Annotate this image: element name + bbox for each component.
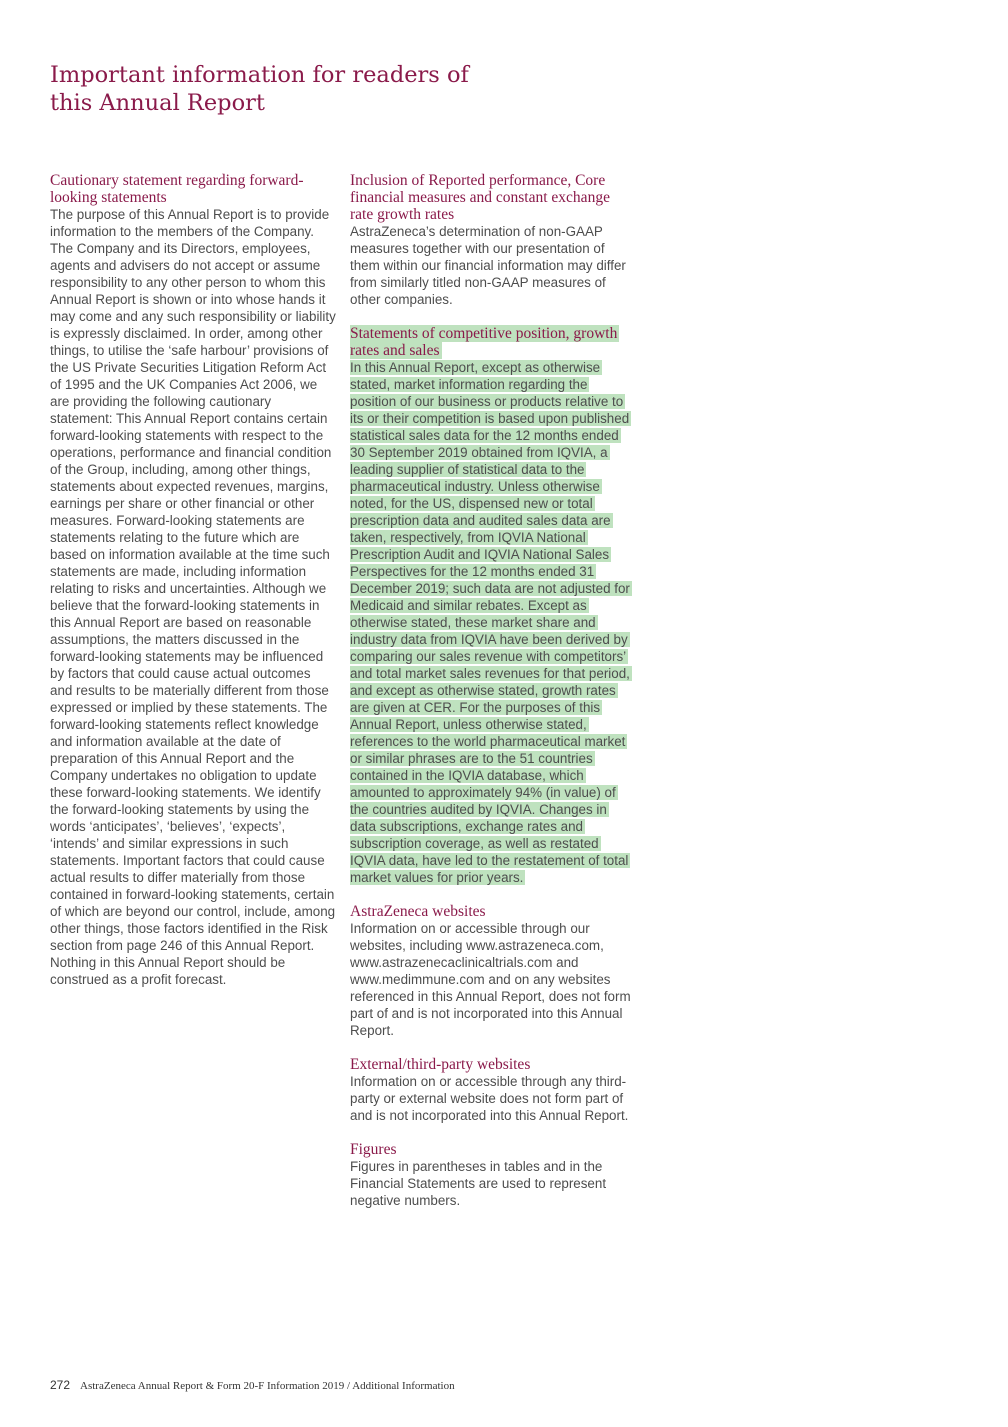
section-body: Information on or accessible through our websites, including www.astrazeneca.com, www.astrazenecaclinicaltrials.com and www.medimmune.com and on any websites referenced in this Annual Report, does not form part of and is not incorporated into this Annual Report. — [350, 921, 631, 1038]
footer-text: AstraZeneca Annual Report & Form 20-F Information 2019 / Additional Information — [80, 1380, 455, 1392]
section-heading: Figures — [350, 1141, 397, 1158]
section-heading: AstraZeneca websites — [350, 903, 486, 920]
section-body: AstraZeneca’s determination of non-GAAP measures together with our presentation of them within our financial information may differ from similarly titled non-GAAP measures of other companies. — [350, 224, 626, 307]
section-reported-performance — [350, 172, 636, 308]
page-title: Important information for readers of this Annual Report — [50, 62, 469, 116]
page-number: 272 — [50, 1378, 71, 1392]
highlighted-body-text: In this Annual Report, except as otherwise stated, market information regarding the position of our business or products relative to its or their competition is based upon published statistical sales data for the 12 months ended 30 September 2019 obtained from IQVIA, a leading supplier of statistical data to the pharmaceutical industry. Unless otherwise noted, for the US, dispensed new or total prescription data and audited sales data are taken, respectively, from IQVIA National Prescription Audit and IQVIA National Sales Perspectives for the 12 months ended 31 December 2019; such data are not adjusted for Medicaid and similar rebates. Except as otherwise stated, these market share and industry data from IQVIA have been derived by comparing our sales revenue with competitors’ and total market sales revenues for that period, and except as otherwise stated, growth rates are given at CER. For the purposes of this Annual Report, unless otherwise stated, references to the world pharmaceutical market or similar phrases are to the 51 countries contained in the IQVIA database, which amounted to approximately 94% (in value) of the countries audited by IQVIA. Changes in data subscriptions, exchange rates and subscription coverage, as well as restated IQVIA data, have led to the restatement of total market values for prior years. — [350, 360, 630, 885]
section-external-websites — [350, 1056, 636, 1124]
section-body: Information on or accessible through any third-party or external website does not form part of and is not incorporated into this Annual Report. — [350, 1074, 629, 1123]
section-heading: External/third-party websites — [350, 1056, 531, 1073]
section-heading-highlighted — [350, 325, 636, 359]
section-cautionary-statement — [50, 172, 336, 988]
highlighted-heading-text: Statements of competitive position, growth rates and sales — [350, 325, 618, 359]
section-competitive-position — [350, 325, 636, 886]
section-figures — [350, 1141, 636, 1209]
section-body: Figures in parentheses in tables and in the Financial Statements are used to represent negative numbers. — [350, 1159, 607, 1208]
left-column — [50, 172, 336, 1005]
section-body: The purpose of this Annual Report is to provide information to the members of the Company. The Company and its Directors, employees, agents and advisers do not accept or assume responsibility to any other person to whom this Annual Report is shown or into whose hands it may come and any such responsibility or liability is expressly disclaimed. In order, among other things, to utilise the ‘safe harbour’ provisions of the US Private Securities Litigation Reform Act of 1995 and the UK Companies Act 2006, we are providing the following cautionary statement: This Annual Report contains certain forward-looking statements with respect to the operations, performance and financial condition of the Group, including, among other things, statements about expected revenues, margins, earnings per share or other financial or other measures. Forward-looking statements are statements relating to the future which are based on information available at the time such statements are made, including information relating to risks and uncertainties. Although we believe that the forward-looking statements in this Annual Report are based on reasonable assumptions, the matters discussed in the forward-looking statements may be influenced by factors that could cause actual outcomes and results to be materially different from those expressed or implied by these statements. The forward-looking statements reflect knowledge and information available at the date of preparation of this Annual Report and the Company undertakes no obligation to update these forward-looking statements. We identify the forward-looking statements by using the words ‘anticipates’, ‘believes’, ‘expects’, ‘intends’ and similar expressions in such statements. Important factors that could cause actual results to differ materially from those contained in forward-looking statements, certain of which are beyond our control, include, among other things, those factors identified in the Risk section from page 246 of this Annual Report. Nothing in this Annual Report should be construed as a profit forecast. — [50, 207, 336, 987]
page-footer — [50, 1377, 750, 1394]
section-body-highlighted — [350, 359, 636, 886]
section-astrazeneca-websites — [350, 903, 636, 1039]
section-heading: Inclusion of Reported performance, Core financial measures and constant exchange rate growth rates — [350, 172, 610, 223]
right-column — [350, 172, 636, 1226]
section-heading: Cautionary statement regarding forward-looking statements — [50, 172, 304, 206]
